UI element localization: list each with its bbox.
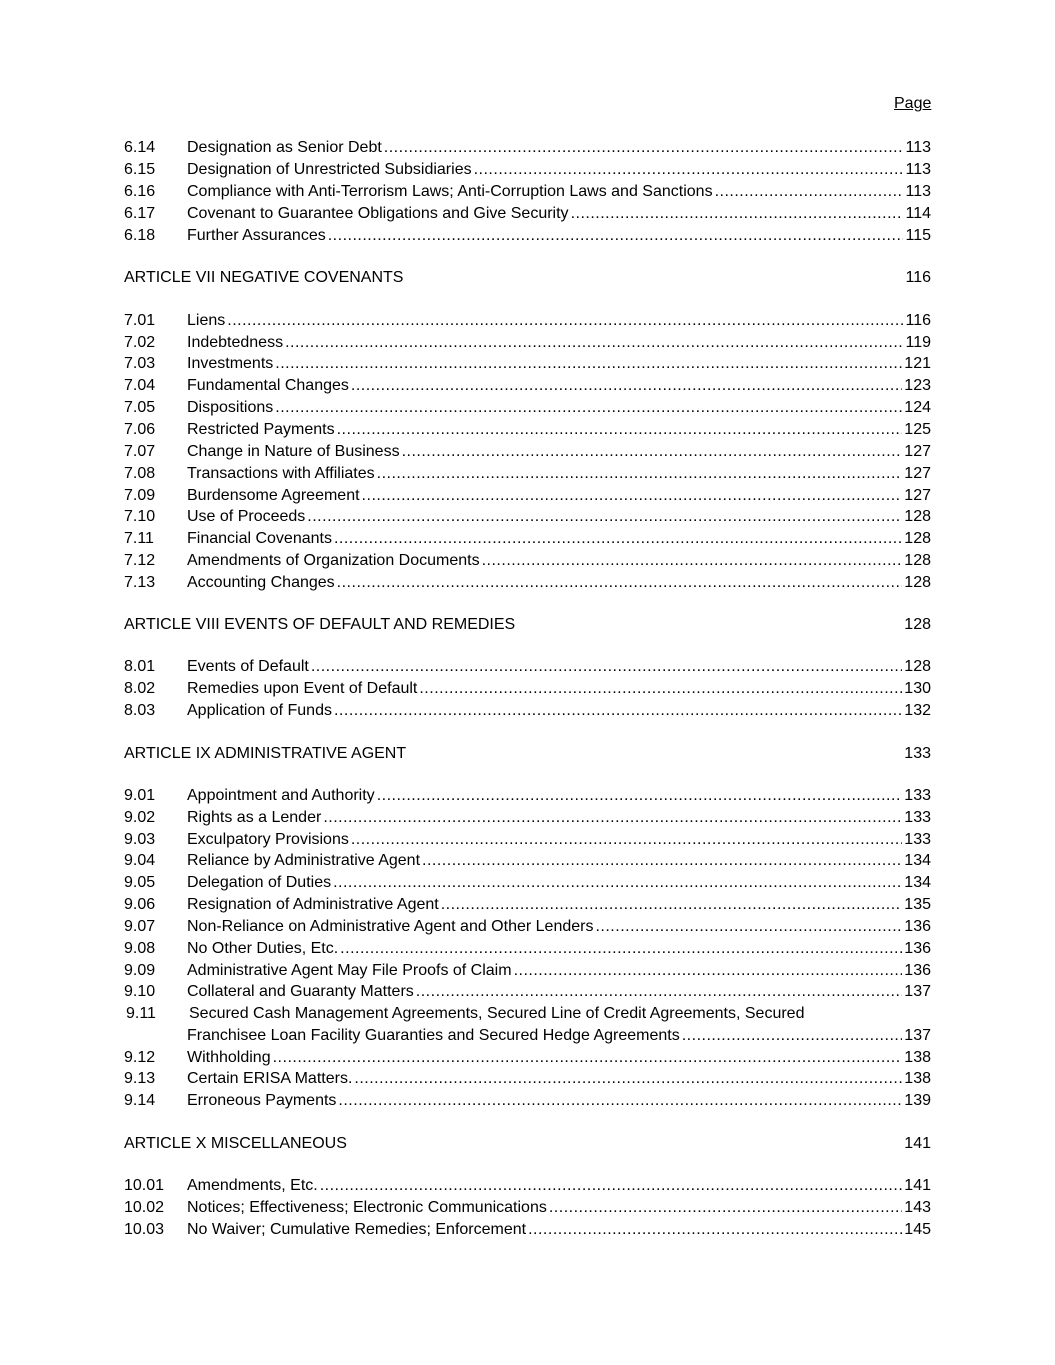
toc-entry-page: 143 [904,1199,931,1216]
toc-entry-page: 145 [904,1221,931,1238]
toc-entry-title: Remedies upon Event of Default [187,680,418,697]
toc-entry[interactable] [124,1068,931,1090]
toc-entry[interactable] [124,1197,931,1219]
toc-entry[interactable] [124,1175,931,1197]
toc-entry[interactable] [124,960,931,982]
toc-entry-number: 9.10 [124,983,156,1000]
toc-entry-title: Indebtedness [187,334,284,351]
toc-entry-number: 7.05 [124,399,156,416]
toc-entry-title: Erroneous Payments [187,1092,337,1109]
dot-leader [595,916,902,938]
toc-entry-title-continued: Franchisee Loan Facility Guaranties and Secured Hedge Agreements [187,1027,680,1044]
toc-entry[interactable] [124,785,931,807]
dot-leader [227,310,903,332]
toc-entry-title: Amendments, Etc. [187,1177,318,1194]
toc-entry-page: 113 [905,183,931,200]
toc-entry-title: Further Assurances [187,227,326,244]
toc-entry-number: 9.12 [124,1049,156,1066]
toc-entry-title: Use of Proceeds [187,508,306,525]
toc-entry[interactable] [124,375,931,397]
article-title: ARTICLE X MISCELLANEOUS [124,1135,347,1152]
article-page: 116 [905,269,931,286]
toc-entry-title: Change in Nature of Business [187,443,400,460]
toc-entry-number: 7.06 [124,421,156,438]
dot-leader [528,1219,902,1241]
toc-entry-number: 9.13 [124,1070,156,1087]
toc-entry[interactable] [124,332,931,354]
dot-leader [340,938,902,960]
toc-entry-page: 138 [904,1049,931,1066]
toc-entry-page: 128 [904,658,931,675]
toc-entry-title: Designation of Unrestricted Subsidiaries [187,161,472,178]
toc-entry-page: 113 [905,161,931,178]
toc-entry-title: Application of Funds [187,702,332,719]
toc-entry-page: 128 [904,574,931,591]
toc-entry-page: 132 [904,702,931,719]
toc-entry-title: Notices; Effectiveness; Electronic Communications [187,1199,547,1216]
dot-leader [715,181,904,203]
toc-entry[interactable] [124,310,931,332]
toc-entry-number: 9.05 [124,874,156,891]
toc-entry-title: No Waiver; Cumulative Remedies; Enforcement [187,1221,527,1238]
toc-entry-number: 9.01 [124,787,156,804]
toc-entry-page: 127 [904,443,931,460]
toc-entry-title: Burdensome Agreement [187,487,360,504]
toc-entry[interactable] [124,485,931,507]
toc-entry[interactable] [124,528,931,550]
toc-entry-title: Exculpatory Provisions [187,831,349,848]
toc-entry-number: 9.03 [124,831,156,848]
toc-entry-title: Certain ERISA Matters. [187,1070,353,1087]
toc-entry[interactable] [124,916,931,938]
toc-entry-number: 7.04 [124,377,156,394]
toc-entry-page: 133 [904,809,931,826]
toc-entry-page: 137 [904,983,931,1000]
toc-entry[interactable] [124,181,931,203]
dot-leader [320,1175,903,1197]
dot-leader [354,1068,902,1090]
toc-entry-page: 136 [904,918,931,935]
dot-leader [337,419,903,441]
toc-entry-page: 113 [905,139,931,156]
toc-entry-page: 130 [904,680,931,697]
article-heading[interactable] [124,743,931,765]
toc-entry-number: 9.08 [124,940,156,957]
toc-entry-title: Reliance by Administrative Agent [187,852,421,869]
toc-entry-number: 9.07 [124,918,156,935]
toc-entry-title: Investments [187,355,274,372]
dot-leader [362,485,903,507]
toc-entry-page: 119 [905,334,931,351]
toc-entry[interactable] [124,678,931,700]
toc-entry-number: 9.06 [124,896,156,913]
toc-entry[interactable] [124,981,931,1003]
toc-entry[interactable] [124,656,931,678]
toc-entry[interactable] [124,1090,931,1112]
toc-entry-number: 10.03 [124,1221,165,1238]
toc-entry-title: Liens [187,312,226,329]
toc-entry-number: 6.15 [124,161,156,178]
toc-entry-number: 6.16 [124,183,156,200]
toc-entry-page: 136 [904,962,931,979]
toc-entry[interactable] [124,938,931,960]
toc-entry-multiline[interactable] [124,1003,931,1047]
dot-leader [338,1090,902,1112]
dot-leader [514,960,903,982]
toc-entry[interactable] [124,159,931,181]
toc-entry-page: 128 [904,508,931,525]
toc-entry[interactable] [124,550,931,572]
toc-entry-page: 137 [904,1027,931,1044]
toc-entry-number: 9.09 [124,962,156,979]
toc-entry-number: 7.13 [124,574,156,591]
dot-leader [422,850,902,872]
dot-leader [351,829,902,851]
toc-entry-page: 127 [904,465,931,482]
toc-entry-title: Accounting Changes [187,574,335,591]
dot-leader [334,700,902,722]
toc-entry-title: No Other Duties, Etc. [187,940,339,957]
toc-entry-page: 124 [904,399,931,416]
toc-entry-title: Dispositions [187,399,274,416]
dot-leader [384,137,904,159]
toc-entry[interactable] [124,225,931,247]
toc-entry-title: Rights as a Lender [187,809,322,826]
dot-leader [549,1197,902,1219]
toc-entry-page: 135 [904,896,931,913]
toc-entry-page: 133 [904,831,931,848]
toc-entry-title: Covenant to Guarantee Obligations and Give Security [187,205,569,222]
toc-entry-number: 7.07 [124,443,156,460]
toc-entry[interactable] [124,397,931,419]
dot-leader [323,807,902,829]
toc-entry[interactable] [124,700,931,722]
dot-leader [351,375,902,397]
toc-entry[interactable] [124,137,931,159]
toc-entry[interactable] [124,203,931,225]
article-title: ARTICLE VII NEGATIVE COVENANTS [124,269,404,286]
toc-entry-title: Appointment and Authority [187,787,375,804]
dot-leader [307,506,902,528]
dot-leader [482,550,903,572]
toc-entry-page: 125 [904,421,931,438]
toc-entry-title: Non-Reliance on Administrative Agent and Other Lenders [187,918,594,935]
toc-entry-page: 116 [905,312,931,329]
toc-entry-number: 8.03 [124,702,156,719]
toc-entry-number: 10.01 [124,1177,165,1194]
toc-entry[interactable] [124,572,931,594]
toc-entry-number: 10.02 [124,1199,165,1216]
dot-leader [333,872,902,894]
toc-entry-title: Withholding [187,1049,271,1066]
toc-entry-title: Designation as Senior Debt [187,139,382,156]
toc-entry-page: 128 [904,530,931,547]
toc-entry-number: 6.17 [124,205,156,222]
dot-leader [402,441,903,463]
toc-entry[interactable] [124,463,931,485]
toc-entry-number: 7.12 [124,552,156,569]
toc-entry-title: Delegation of Duties [187,874,332,891]
toc-entry-page: 134 [904,852,931,869]
dot-leader [571,203,904,225]
toc-entry-title: Compliance with Anti-Terrorism Laws; Anti-Corruption Laws and Sanctions [187,183,713,200]
toc-entry-page: 123 [904,377,931,394]
dot-leader [311,656,902,678]
toc-entry-number: 7.01 [124,312,156,329]
toc-entry-title: Amendments of Organization Documents [187,552,480,569]
toc-entry[interactable] [124,1219,931,1241]
toc-entry-number: 7.02 [124,334,156,351]
toc-entry-number: 7.08 [124,465,156,482]
toc-entry-number: 6.18 [124,227,156,244]
toc-entry-number: 7.03 [124,355,156,372]
toc-entry-page: 138 [904,1070,931,1087]
article-heading[interactable] [124,267,931,289]
toc-entry-title: Transactions with Affiliates [187,465,375,482]
toc-entry-number: 9.04 [124,852,156,869]
toc-entry[interactable] [124,506,931,528]
toc-entry-title: Resignation of Administrative Agent [187,896,439,913]
toc-entry[interactable] [124,829,931,851]
toc-entry-page: 114 [905,205,931,222]
toc-entry-page: 141 [904,1177,931,1194]
article-heading[interactable] [124,614,931,636]
toc-entry-number: 6.14 [124,139,156,156]
dot-leader [416,981,903,1003]
toc-entry-page: 121 [904,355,931,372]
dot-leader [285,332,903,354]
toc-entry-page: 127 [904,487,931,504]
dot-leader [441,894,903,916]
dot-leader [334,528,902,550]
article-title: ARTICLE IX ADMINISTRATIVE AGENT [124,745,407,762]
toc-entry-title: Events of Default [187,658,309,675]
toc-entry[interactable] [124,894,931,916]
toc-entry-title: Financial Covenants [187,530,332,547]
toc-entry-number: 8.01 [124,658,156,675]
toc-entry-page: 136 [904,940,931,957]
article-page: 133 [904,745,931,762]
toc-entry-title: Secured Cash Management Agreements, Secured Line of Credit Agreements, Secured [189,1005,805,1022]
dot-leader [474,159,904,181]
toc-entry[interactable] [124,353,931,375]
toc-entry[interactable] [124,1047,931,1069]
toc-entry[interactable] [124,441,931,463]
toc-entry-number: 7.10 [124,508,156,525]
dot-leader [337,572,903,594]
toc-entry[interactable] [124,872,931,894]
article-title: ARTICLE VIII EVENTS OF DEFAULT AND REMEDIES [124,616,516,633]
dot-leader [275,397,902,419]
toc-entry-title: Collateral and Guaranty Matters [187,983,414,1000]
toc-entry-page: 134 [904,874,931,891]
toc-entry-page: 115 [905,227,931,244]
toc-entry-page: 139 [904,1092,931,1109]
article-heading[interactable] [124,1133,931,1155]
page-column-header: Page [894,95,932,112]
toc-entry-number: 7.09 [124,487,156,504]
toc-entry-title: Administrative Agent May File Proofs of Claim [187,962,512,979]
dot-leader [328,225,904,247]
dot-leader [419,678,902,700]
toc-entry-page: 133 [904,787,931,804]
dot-leader [377,785,903,807]
toc-entry-title: Restricted Payments [187,421,335,438]
toc-entry-number: 9.11 [126,1005,156,1022]
dot-leader [682,1025,903,1047]
dot-leader [377,463,903,485]
toc-entry-number: 9.02 [124,809,156,826]
toc-entry-number: 7.11 [124,530,154,547]
toc-entry-page: 128 [904,552,931,569]
toc-entry-number: 9.14 [124,1092,156,1109]
toc-entry-number: 8.02 [124,680,156,697]
toc-entry[interactable] [124,419,931,441]
dot-leader [273,1047,903,1069]
toc-entry-title: Fundamental Changes [187,377,349,394]
toc-entry[interactable] [124,850,931,872]
article-page: 141 [904,1135,931,1152]
toc-entry[interactable] [124,807,931,829]
article-page: 128 [904,616,931,633]
dot-leader [275,353,902,375]
